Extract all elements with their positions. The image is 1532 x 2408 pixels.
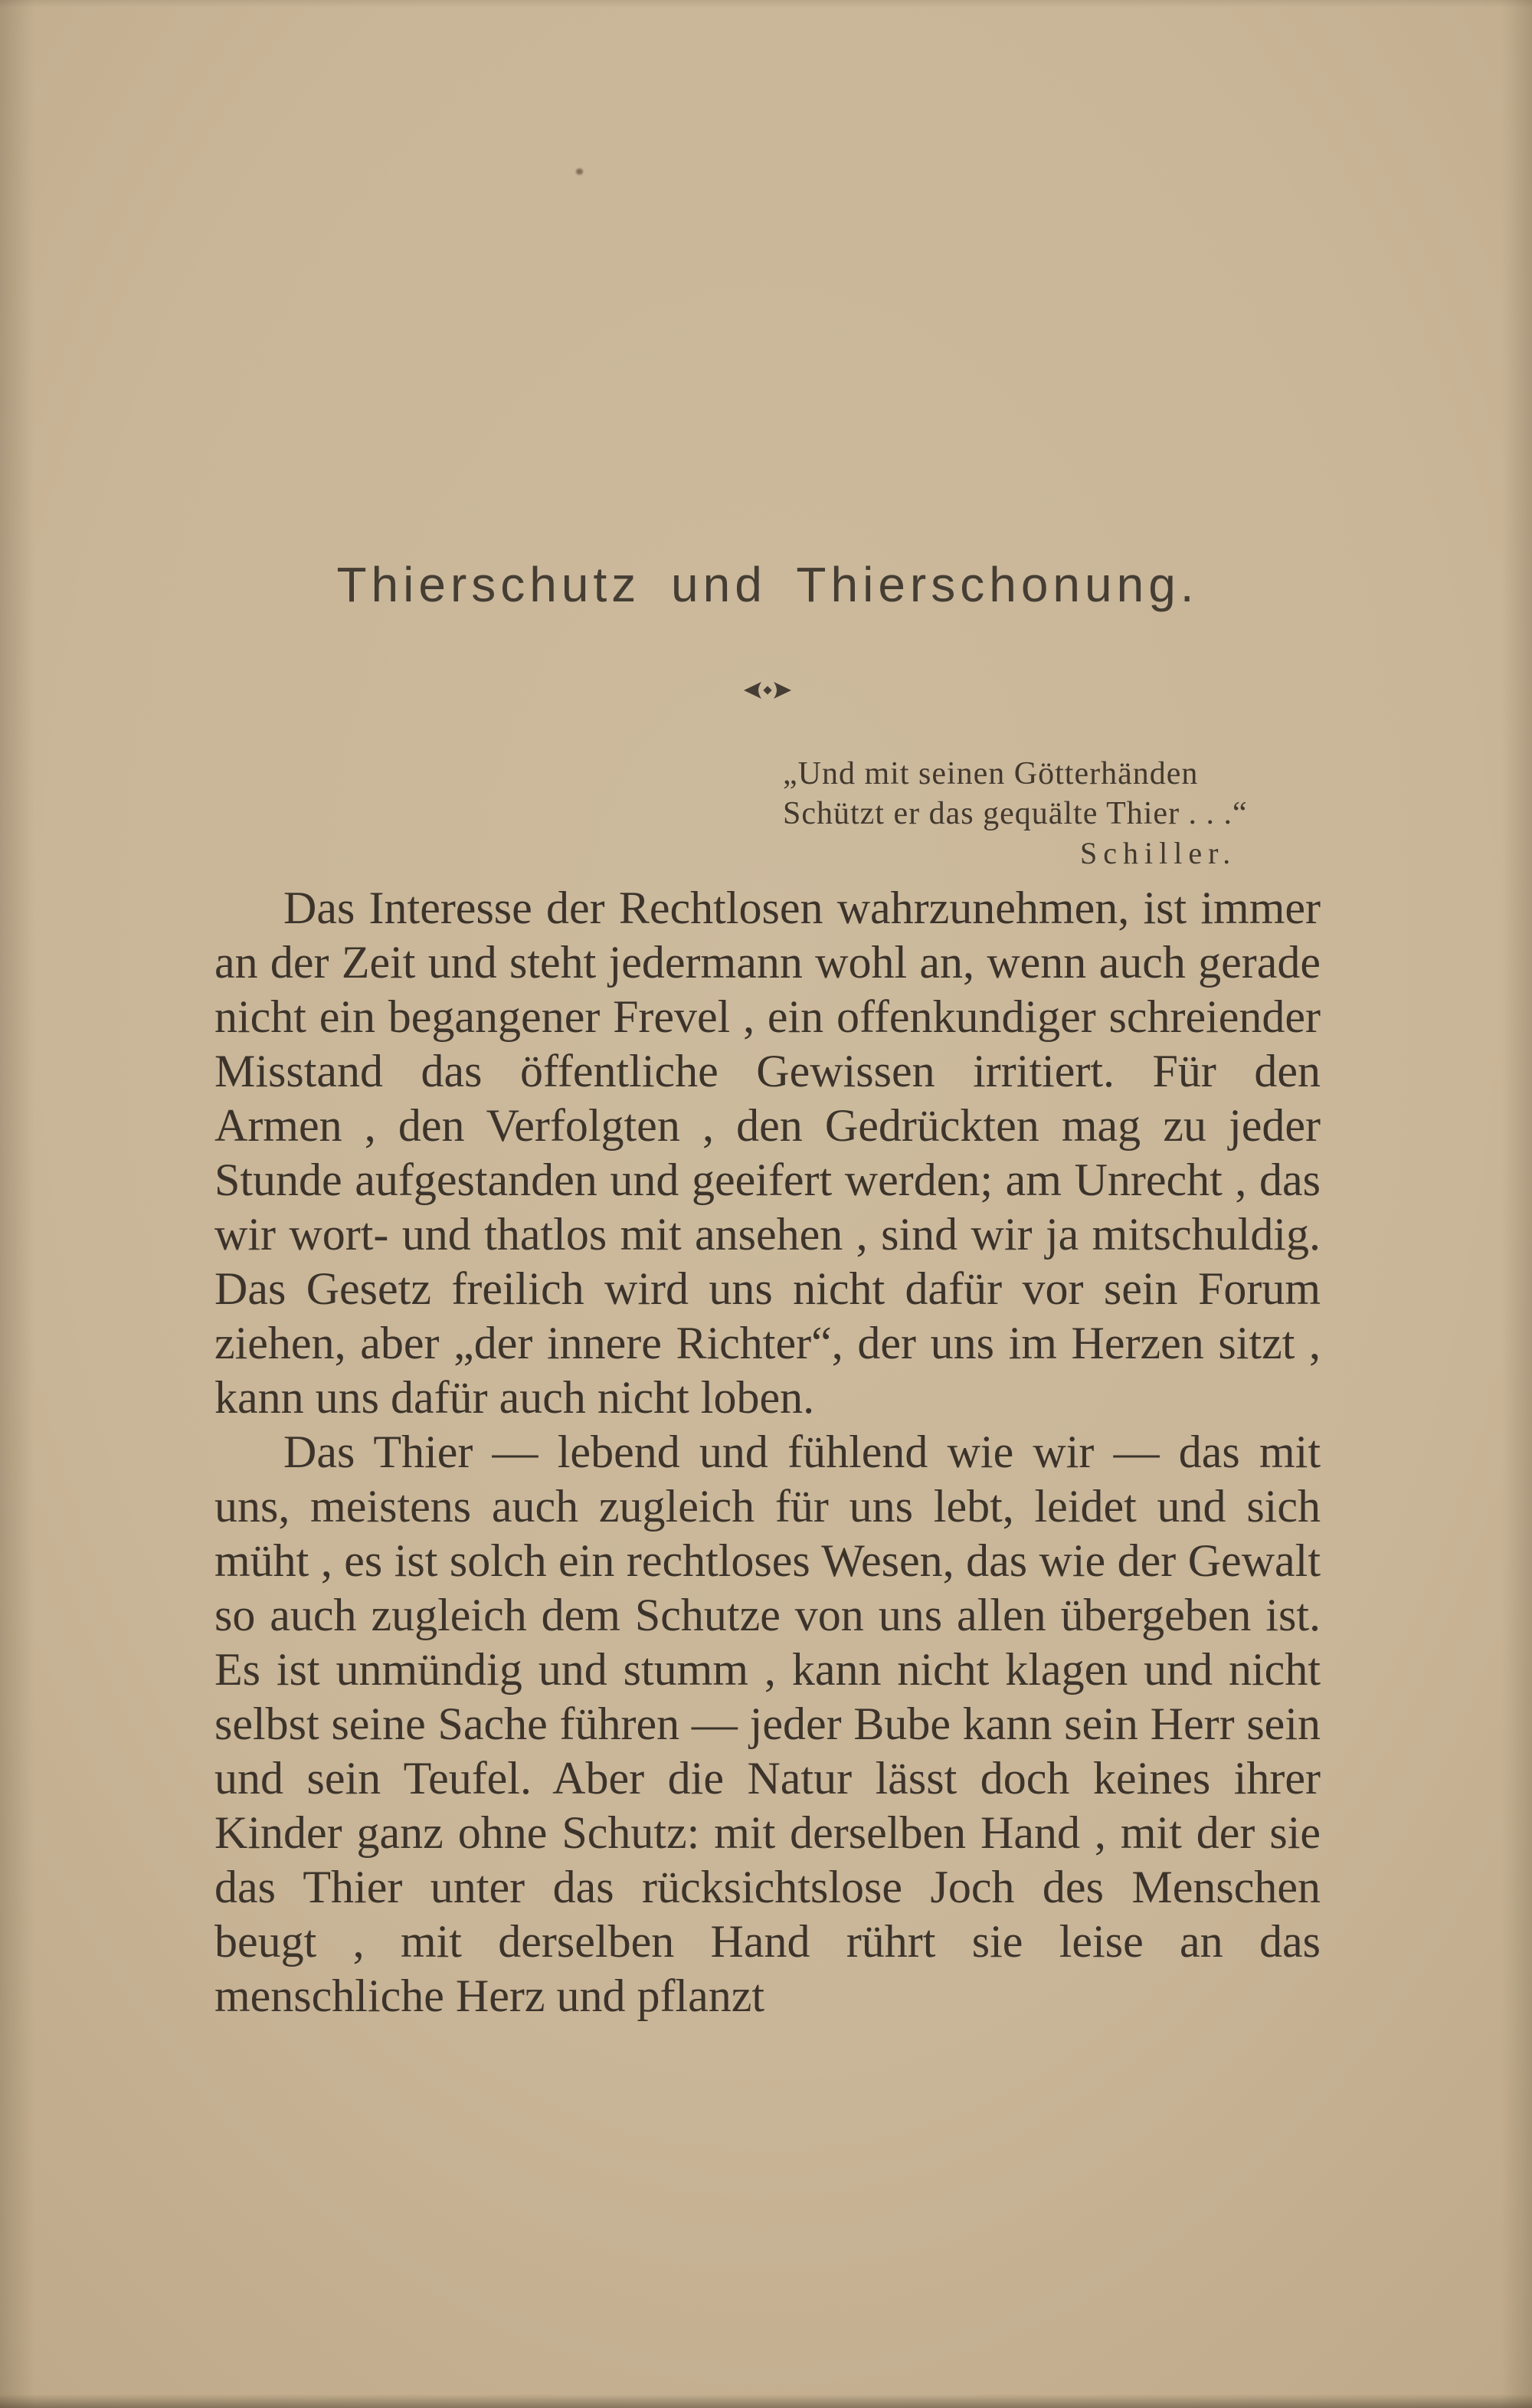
page-edge-right: [1501, 0, 1532, 2408]
page-title: Thierschutz und Thierschonung.: [336, 557, 1199, 612]
page-edge-top: [0, 0, 1532, 8]
paragraph: Das Thier — lebend und fühlend wie wir — das mit uns, meistens auch zugleich für uns lebt, leidet und sich müht , es ist solch ein rechtloses Wesen, das wie der Gewalt so auch zugleich dem Schutze von uns allen übergeben ist. Es ist unmündig und stumm , kann nicht klagen und nicht selbst seine Sache führen — jeder Bube kann sein Herr sein und sein Teufel. Aber die Natur lässt doch keines ihrer Kinder ganz ohne Schutz: mit derselben Hand , mit der sie das Thier unter das rücksichtslose Joch des Menschen beugt , mit derselben Hand rührt sie leise an das menschliche Herz und pflanzt: [214, 1427, 1321, 2021]
body-text: [214, 881, 1321, 2023]
paper-speck: [576, 169, 583, 175]
page-edge-bottom: [0, 2394, 1532, 2408]
fleuron-ornament-icon: [214, 679, 1321, 706]
page-edge-left: [0, 0, 35, 2408]
epigraph-attribution: Schiller.: [1080, 836, 1237, 870]
epigraph: [783, 754, 1273, 873]
paragraph: Das Interesse der Rechtlosen wahrzunehmen, ist immer an der Zeit und steht jedermann wohl an, wenn auch gerade nicht ein begangener Frevel , ein offenkundiger schreiender Misstand das öffentliche Gewissen irritiert. Für den Armen , den Verfolgten , den Gedrückten mag zu jeder Stunde aufgestanden und geeifert werden; am Unrecht , das wir wort- und thatlos mit ansehen , sind wir ja mitschuldig. Das Gesetz freilich wird uns nicht dafür vor sein Forum ziehen, aber „der innere Richter“, der uns im Herzen sitzt , kann uns dafür auch nicht loben.: [214, 883, 1321, 1423]
epigraph-line: „Und mit seinen Götterhänden: [783, 756, 1199, 791]
epigraph-line: Schützt er das gequälte Thier . . .“: [783, 796, 1248, 831]
